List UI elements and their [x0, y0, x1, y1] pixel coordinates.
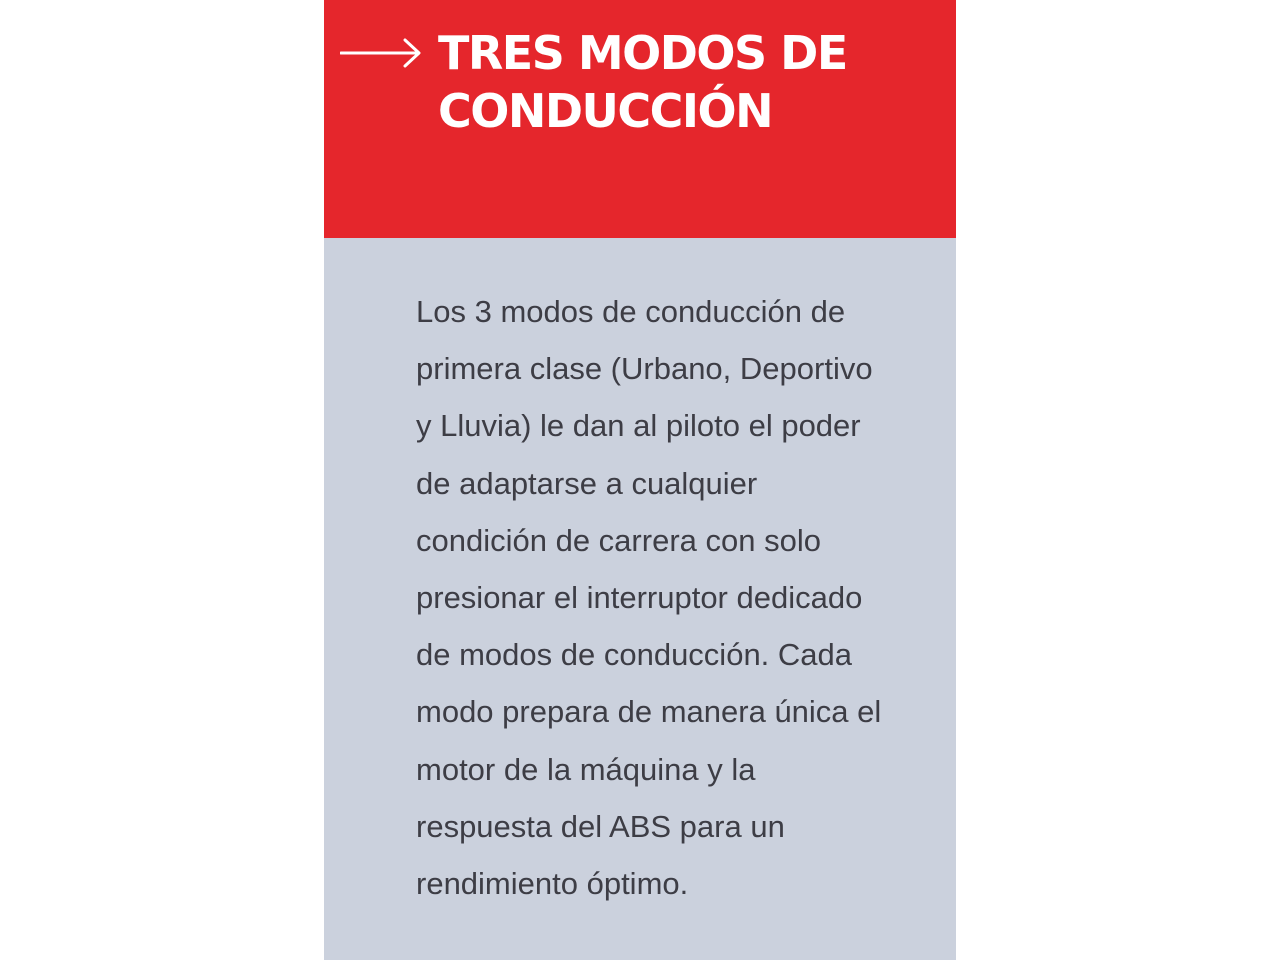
- description-line: modo prepara de manera única el: [416, 694, 882, 730]
- description-line: Los 3 modos de conducción de: [416, 294, 846, 329]
- description-line: respuesta del ABS para un: [416, 808, 785, 844]
- feature-title-line: CONDUCCIÓN: [438, 84, 773, 138]
- description-line: condición de carrera con solo: [416, 522, 821, 558]
- description-line: de adaptarse a cualquier: [416, 465, 758, 501]
- description-line: presionar el interruptor dedicado: [416, 580, 863, 616]
- feature-description: [416, 283, 944, 912]
- feature-header: [324, 0, 956, 238]
- feature-title: [438, 24, 938, 140]
- feature-title-line: TRES MODOS DE: [438, 26, 847, 80]
- description-line: de modos de conducción. Cada: [416, 637, 853, 673]
- feature-body: [324, 238, 956, 960]
- description-line: rendimiento óptimo.: [416, 866, 689, 902]
- feature-card: [324, 0, 956, 960]
- description-line: motor de la máquina y la: [416, 751, 756, 787]
- description-line: y Lluvia) le dan al piloto el poder: [416, 408, 861, 444]
- description-line: primera clase (Urbano, Deportivo: [416, 351, 873, 387]
- arrow-right-icon: [340, 38, 422, 68]
